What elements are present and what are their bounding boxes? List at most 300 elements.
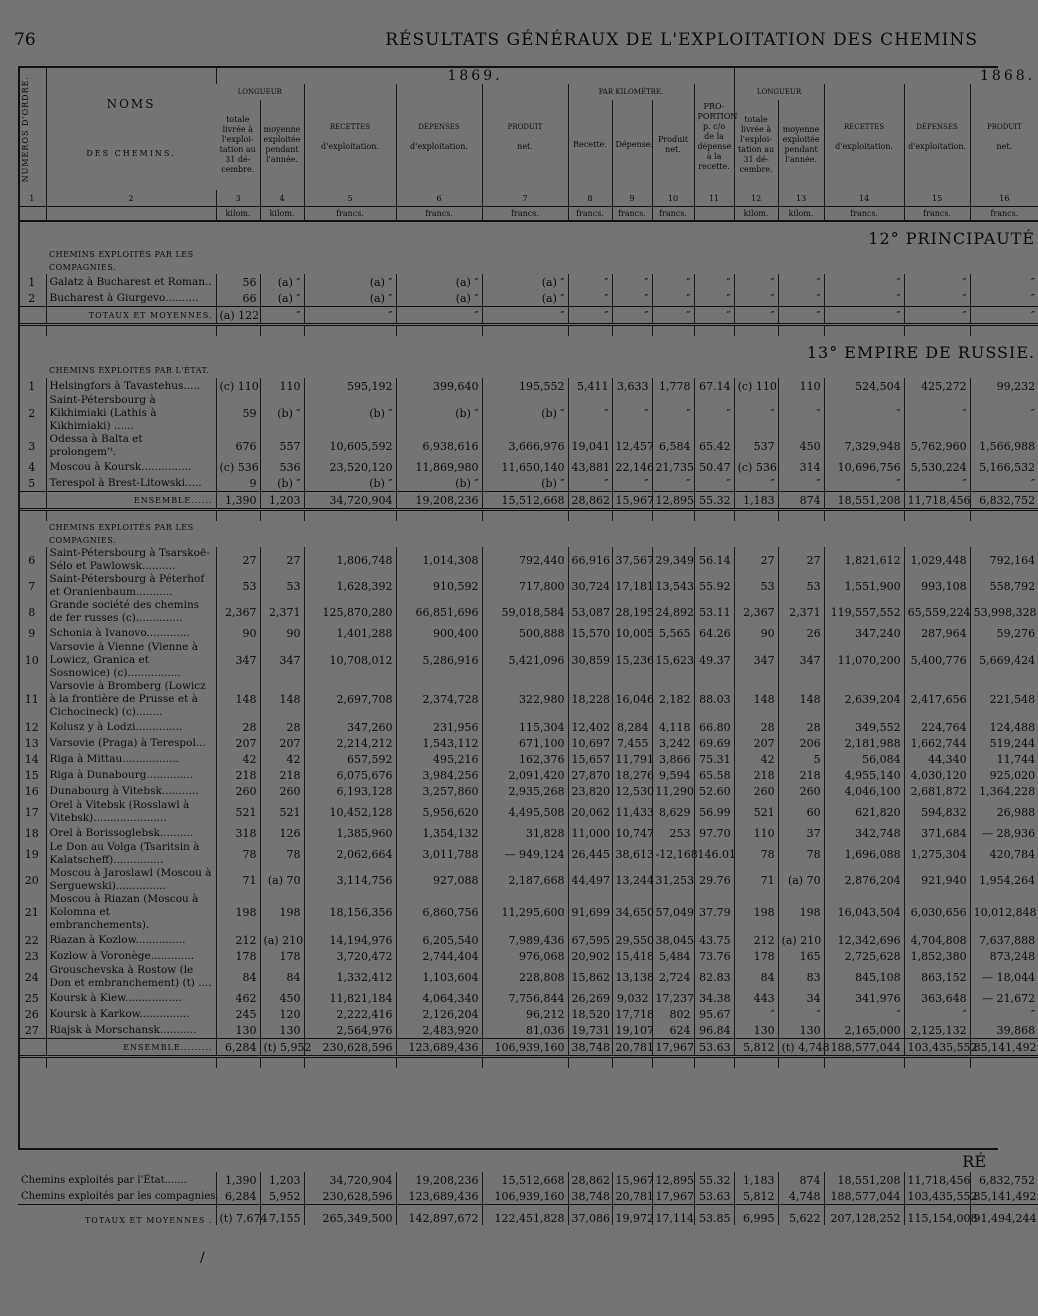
value-cell: 50.47 [694,459,734,475]
produit-km: Produit net. [652,100,694,190]
value-cell: 31,253 [652,867,694,893]
unit-cell: francs. [824,207,904,222]
empty-cell [778,248,824,274]
recap-value: 207,128,252 [824,1205,904,1226]
value-cell: ″ [568,475,612,492]
value-cell: (a) 210 [778,932,824,948]
value-cell: (a) ″ [304,290,396,307]
column-numbers [18,190,1038,207]
column-number: 10 [652,190,694,207]
group-title: CHEMINS EXPLOITÉS PAR LES COMPAGNIES. [49,250,194,272]
table-row [18,475,1038,492]
empty-cell [652,325,694,337]
value-cell: 5,286,916 [396,641,482,680]
value-cell: 88.03 [694,680,734,719]
column-number: 4 [260,190,304,207]
value-cell: 9,032 [612,990,652,1006]
value-cell: 314 [778,459,824,475]
empty-cell [396,1057,482,1069]
value-cell: 2,367 [216,599,260,625]
value-cell: 594,832 [904,799,970,825]
value-cell: 260 [778,783,824,799]
value-cell: 1,806,748 [304,547,396,573]
value-cell: 20,902 [568,948,612,964]
recap-value: 28,862 [568,1172,612,1188]
recap-value: 19,208,236 [396,1172,482,1188]
table-row [18,1022,1038,1039]
value-cell: 14,194,976 [304,932,396,948]
empty-cell [46,1057,216,1069]
empty-cell [970,510,1038,522]
value-cell: (b) ″ [482,475,568,492]
noms-header: NOMS DES CHEMINS. [46,68,216,190]
value-cell: 1,401,288 [304,625,396,641]
value-cell: ″ [904,274,970,290]
value-cell: ″ [778,394,824,433]
spacer-row [18,1057,1038,1069]
value-cell: 130 [778,1022,824,1039]
value-cell: 59 [216,394,260,433]
table-row [18,290,1038,307]
recap-value: 85,141,492 [970,1188,1038,1205]
ordre-header: NUMÉROS D'ORDRE. [21,75,30,183]
value-cell: 34,650 [612,893,652,932]
column-number: 9 [612,190,652,207]
value-cell: 27 [734,547,778,573]
recap-value: 1,203 [260,1172,304,1188]
empty-cell [482,521,568,547]
table-row [18,964,1038,990]
value-cell: 28 [216,719,260,735]
value-cell: 287,964 [904,625,970,641]
empty-cell [18,248,46,274]
row-number: 7 [28,579,36,593]
value-cell: 81,036 [482,1022,568,1039]
total-cell: 19,208,236 [396,492,482,510]
value-cell: 60 [778,799,824,825]
value-cell: 2,724 [652,964,694,990]
value-cell: 1,543,112 [396,735,482,751]
value-cell: 12,530 [612,783,652,799]
value-cell: 56.14 [694,547,734,573]
empty-cell [216,362,260,378]
empty-cell [904,1057,970,1069]
value-cell: 26,445 [568,841,612,867]
total-cell: 34,720,904 [304,492,396,510]
value-cell: 802 [652,1006,694,1022]
total-cell: ″ [568,307,612,325]
value-cell: 38,613 [612,841,652,867]
value-cell: 18,156,356 [304,893,396,932]
value-cell: 2,371 [778,599,824,625]
railway-name: Le Don au Volga (Tsaritsin à Kalatscheff)............... [46,841,216,867]
empty-cell [18,1039,46,1057]
value-cell: 96,212 [482,1006,568,1022]
spacer-row [18,510,1038,522]
value-cell: ″ [734,475,778,492]
value-cell: 347 [734,641,778,680]
value-cell: 43.75 [694,932,734,948]
row-number: 13 [24,736,39,750]
table-row [18,893,1038,932]
value-cell: 71 [734,867,778,893]
value-cell: 26,269 [568,990,612,1006]
table-row [18,841,1038,867]
railway-name: Varsovie (Praga) à Terespol... [46,735,216,751]
value-cell: 26,988 [970,799,1038,825]
value-cell: 717,800 [482,573,568,599]
value-cell: 66 [216,290,260,307]
value-cell: 10,605,592 [304,433,396,459]
value-cell: 2,417,656 [904,680,970,719]
empty-cell [778,1057,824,1069]
empty-cell [904,362,970,378]
value-cell: — 21,672 [970,990,1038,1006]
value-cell: 67.14 [694,378,734,394]
value-cell: 10,452,128 [304,799,396,825]
table-row [18,599,1038,625]
value-cell: 792,440 [482,547,568,573]
total-label: TOTAUX ET MOYENNES. [46,307,216,325]
value-cell: 347,260 [304,719,396,735]
unit-cell [46,207,216,222]
group-title: CHEMINS EXPLOITÉS PAR LES COMPAGNIES. [49,523,194,545]
row-number: 1 [28,275,36,289]
recap-value: 17,114 [652,1205,694,1226]
value-cell: 2,062,664 [304,841,396,867]
value-cell: 1,275,304 [904,841,970,867]
value-cell: 12,402 [568,719,612,735]
recap-value: 55.32 [694,1172,734,1188]
country-heading [18,336,1038,362]
value-cell: 23,820 [568,783,612,799]
value-cell: 8,284 [612,719,652,735]
value-cell: (a) ″ [260,274,304,290]
value-cell: ″ [824,290,904,307]
total-cell: ″ [612,307,652,325]
value-cell: 3,666,976 [482,433,568,459]
value-cell: (a) 70 [778,867,824,893]
value-cell: 124,488 [970,719,1038,735]
unit-cell [18,207,46,222]
recettes-1868: RECETTES d'exploitation. [824,84,904,190]
column-number: 14 [824,190,904,207]
value-cell: 925,020 [970,767,1038,783]
value-cell: 3,257,860 [396,783,482,799]
value-cell: 1,364,228 [970,783,1038,799]
recette-km: Recette. [568,100,612,190]
value-cell: 1,954,264 [970,867,1038,893]
empty-cell [568,248,612,274]
row-number: 5 [28,476,36,490]
railway-name: Grouschevska à Rostow (le Don et embranchement) (t) .... [46,964,216,990]
value-cell: 399,640 [396,378,482,394]
value-cell: 99,232 [970,378,1038,394]
column-number: 3 [216,190,260,207]
railway-name: Varsovie à Bromberg (Lowicz à la frontière de Prusse et à Cichocineck) (c)........ [46,680,216,719]
unit-cell: kilom. [216,207,260,222]
recap-row [18,1188,1038,1205]
value-cell: 1,821,612 [824,547,904,573]
value-cell: 5,421,096 [482,641,568,680]
column-number: 2 [46,190,216,207]
value-cell: 792,164 [970,547,1038,573]
recap-value: 37,086 [568,1205,612,1226]
value-cell: 73.76 [694,948,734,964]
value-cell: 11,290 [652,783,694,799]
empty-cell [304,325,396,337]
value-cell: 2,639,204 [824,680,904,719]
total-row [18,1039,1038,1057]
railway-name: Riga à Mittau................. [46,751,216,767]
unit-cell: francs. [482,207,568,222]
value-cell: 1,332,412 [304,964,396,990]
value-cell: 1,385,960 [304,825,396,841]
value-cell: 21,735 [652,459,694,475]
empty-cell [612,248,652,274]
value-cell: 2,371 [260,599,304,625]
longueur-1869: LONGUEUR [237,88,282,96]
empty-cell [18,362,46,378]
value-cell: 12,457 [612,433,652,459]
empty-cell [734,521,778,547]
value-cell: 11,791 [612,751,652,767]
value-cell: 15,236 [612,641,652,680]
value-cell: 845,108 [824,964,904,990]
empty-cell [482,1057,568,1069]
total-row [18,492,1038,510]
value-cell: 2,697,708 [304,680,396,719]
empty-cell [970,362,1038,378]
value-cell: 5,565 [652,625,694,641]
value-cell: 9 [216,475,260,492]
value-cell: 130 [260,1022,304,1039]
group-heading [18,248,1038,274]
value-cell: 347 [260,641,304,680]
value-cell: (c) 536 [734,459,778,475]
row-number: 12 [24,720,39,734]
value-cell: 536 [260,459,304,475]
value-cell: 56,084 [824,751,904,767]
value-cell: 260 [734,783,778,799]
empty-cell [18,307,46,325]
recap-value: 106,939,160 [482,1188,568,1205]
value-cell: 23,520,120 [304,459,396,475]
value-cell: 15,570 [568,625,612,641]
value-cell: 863,152 [904,964,970,990]
total-cell: 15,967 [612,492,652,510]
value-cell: 7,756,844 [482,990,568,1006]
recap-value: 38,748 [568,1188,612,1205]
value-cell: 4,495,508 [482,799,568,825]
value-cell: 6,030,656 [904,893,970,932]
recap-label: TOTAUX ET MOYENNES . [18,1205,216,1226]
empty-cell [18,1057,46,1069]
value-cell: 42 [216,751,260,767]
value-cell: 65,559,224 [904,599,970,625]
value-cell: 3,633 [612,378,652,394]
column-number: 12 [734,190,778,207]
value-cell: 84 [260,964,304,990]
value-cell: ″ [652,475,694,492]
empty-cell [18,510,46,522]
value-cell: 17,718 [612,1006,652,1022]
value-cell: 178 [734,948,778,964]
value-cell: 1,662,744 [904,735,970,751]
row-number: 17 [24,805,39,819]
value-cell: ″ [904,1006,970,1022]
value-cell: ″ [904,394,970,433]
total-cell: 6,284 [216,1039,260,1057]
value-cell: ″ [568,274,612,290]
value-cell: 11,433 [612,799,652,825]
empty-cell [694,325,734,337]
recap-value: 19,972 [612,1205,652,1226]
value-cell: 30,724 [568,573,612,599]
value-cell: 4,030,120 [904,767,970,783]
value-cell: 342,748 [824,825,904,841]
empty-cell [612,521,652,547]
row-number: 2 [28,291,36,305]
empty-cell [612,362,652,378]
value-cell: 10,012,848 [970,893,1038,932]
value-cell: 976,068 [482,948,568,964]
value-cell: 521 [216,799,260,825]
value-cell: 657,592 [304,751,396,767]
value-cell: 260 [260,783,304,799]
table-row [18,573,1038,599]
table-row [18,783,1038,799]
value-cell: — 18,044 [970,964,1038,990]
value-cell: 34.38 [694,990,734,1006]
value-cell: 207 [734,735,778,751]
railway-name: Kozlow à Voronège............. [46,948,216,964]
empty-cell [304,248,396,274]
empty-cell [778,521,824,547]
column-number: 1 [29,193,35,203]
value-cell: ″ [970,1006,1038,1022]
value-cell: 2,374,728 [396,680,482,719]
value-cell: (a) ″ [304,274,396,290]
value-cell: 5,956,620 [396,799,482,825]
value-cell: (a) ″ [396,290,482,307]
value-cell: 2,181,988 [824,735,904,751]
empty-cell [396,510,482,522]
value-cell: 11,821,184 [304,990,396,1006]
value-cell: 420,784 [970,841,1038,867]
value-cell: 347 [216,641,260,680]
recap-value: 230,628,596 [304,1188,396,1205]
value-cell: 198 [778,893,824,932]
produit-1869: PRODUIT net. [482,84,568,190]
empty-cell [824,362,904,378]
value-cell: 130 [734,1022,778,1039]
empty-cell [396,362,482,378]
value-cell: 1,354,132 [396,825,482,841]
row-number: 6 [28,553,36,567]
value-cell: 900,400 [396,625,482,641]
value-cell: 2,126,204 [396,1006,482,1022]
value-cell: 207 [260,735,304,751]
value-cell: ″ [824,394,904,433]
empty-cell [778,510,824,522]
depenses-1869: DÉPENSES d'exploitation. [396,84,482,190]
table-row [18,990,1038,1006]
value-cell: 1,014,308 [396,547,482,573]
unit-cell: kilom. [260,207,304,222]
unit-cell: francs. [652,207,694,222]
total-cell: ″ [482,307,568,325]
value-cell: 450 [778,433,824,459]
empty-cell [904,521,970,547]
recap-value: 6,284 [216,1188,260,1205]
value-cell: 28 [260,719,304,735]
value-cell: 2,564,976 [304,1022,396,1039]
empty-cell [904,248,970,274]
value-cell: 110 [778,378,824,394]
value-cell: ″ [612,475,652,492]
value-cell: ″ [904,290,970,307]
empty-cell [482,248,568,274]
value-cell: 2,367 [734,599,778,625]
value-cell: 53,998,328 [970,599,1038,625]
value-cell: 13,138 [612,964,652,990]
row-number: 2 [28,407,36,420]
value-cell: 443 [734,990,778,1006]
value-cell: 119,557,552 [824,599,904,625]
value-cell: (c) 536 [216,459,260,475]
total-cell: 12,895 [652,492,694,510]
value-cell: ″ [734,1006,778,1022]
recettes-1869: RECETTES d'exploitation. [304,84,396,190]
unit-cell: francs. [970,207,1038,222]
moyenne-1868: moyenne exploitée pendant l'année. [778,100,824,190]
value-cell: 57,049 [652,893,694,932]
country-title: 12° PRINCIPAUTÉ [868,229,1036,248]
total-cell: 55.32 [694,492,734,510]
value-cell: 4,118 [652,719,694,735]
empty-cell [970,521,1038,547]
railway-name: Varsovie à Vienne (Vienne à Lowicz, Granica et Sosnowice) (c)................ [46,641,216,680]
value-cell: (a) 210 [260,932,304,948]
value-cell: ″ [824,274,904,290]
produit-1868: PRODUIT net. [970,84,1038,190]
row-number: 14 [24,752,39,766]
par-kilometre-header: PAR KILOMÈTRE. [568,84,694,100]
value-cell: 49.37 [694,641,734,680]
value-cell: 7,329,948 [824,433,904,459]
railway-name: Riajsk à Morschansk........... [46,1022,216,1039]
value-cell: 218 [778,767,824,783]
value-cell: 3,011,788 [396,841,482,867]
total-cell: 15,512,668 [482,492,568,510]
column-number: 5 [304,190,396,207]
value-cell: 10,005 [612,625,652,641]
row-number: 26 [24,1007,39,1021]
value-cell: 56.99 [694,799,734,825]
value-cell: 15,862 [568,964,612,990]
totale-1869: totale livrée à l'exploi-tation au 31 dé-cembre. [219,115,256,174]
empty-cell [216,510,260,522]
total-cell: 28,862 [568,492,612,510]
value-cell: 624 [652,1022,694,1039]
value-cell: 19,041 [568,433,612,459]
unit-cell: francs. [304,207,396,222]
country-title: 13° EMPIRE DE RUSSIE. [806,343,1036,362]
value-cell: 75.31 [694,751,734,767]
empty-cell [216,248,260,274]
value-cell: 2,681,872 [904,783,970,799]
